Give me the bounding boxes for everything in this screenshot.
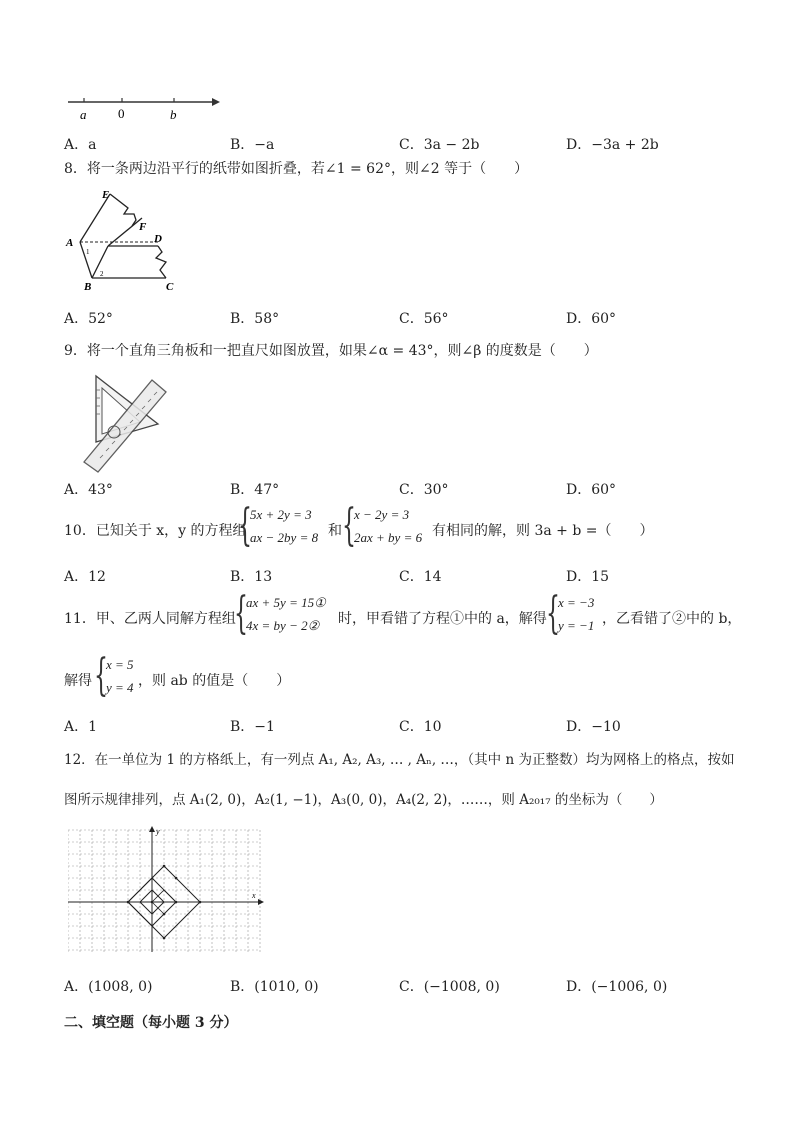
q12-grid-figure bbox=[68, 826, 264, 956]
q9-option-a: A．43° bbox=[64, 482, 113, 498]
q8-text: 8．将一条两边沿平行的纸带如图折叠，若∠1 = 62°，则∠2 等于（ ） bbox=[64, 161, 529, 177]
q8-option-b: B．58° bbox=[230, 311, 280, 327]
q12-line1: 12．在一单位为 1 的方格纸上，有一列点 A₁, A₂, A₃, … , Aₙ, …，（其中 n 为正整数）均为网格上的格点，按如 bbox=[64, 752, 735, 768]
q8-option-d: D．60° bbox=[566, 311, 617, 327]
q9-option-c: C．30° bbox=[399, 482, 449, 498]
q12-option-d: D．(−1006, 0) bbox=[566, 979, 668, 995]
q12-axis-x-label: x bbox=[252, 891, 256, 900]
q8-label-a: A bbox=[66, 237, 74, 249]
q12-option-c: C．(−1008, 0) bbox=[399, 979, 500, 995]
number-line-label-0: 0 bbox=[118, 106, 125, 121]
q11-brace-1: { bbox=[234, 588, 248, 639]
q10-sys1-eq1: 5x + 2y = 3 bbox=[250, 507, 312, 522]
q10-mid: 和 bbox=[328, 523, 342, 539]
q10-option-a: A．12 bbox=[64, 569, 106, 585]
q10-option-b: B．13 bbox=[230, 569, 273, 585]
section-2-title: 二、填空题（每小题 3 分） bbox=[64, 1015, 238, 1031]
q10-option-d: D．15 bbox=[566, 569, 610, 585]
q11-mid: 时，甲看错了方程①中的 a，解得 bbox=[338, 611, 547, 627]
q8-label-c: C bbox=[166, 281, 174, 293]
number-line-label-a: a bbox=[80, 107, 87, 122]
q12-option-a: A．(1008, 0) bbox=[64, 979, 153, 995]
q10-sys1-eq2: ax − 2by = 8 bbox=[250, 530, 319, 545]
q11-brace-3: { bbox=[94, 650, 108, 701]
q10-prefix: 10．已知关于 x，y 的方程组 bbox=[64, 523, 247, 539]
q11-sys2-eq2: y = −1 bbox=[558, 618, 595, 633]
number-line-label-b: b bbox=[170, 107, 177, 122]
q8-label-b: B bbox=[84, 281, 92, 293]
q9-triangle-ruler-figure bbox=[78, 370, 178, 474]
q9-option-d: D．60° bbox=[566, 482, 617, 498]
q7-option-d: D．−3a + 2b bbox=[566, 137, 659, 153]
q11-option-c: C．10 bbox=[399, 719, 442, 735]
q10-option-c: C．14 bbox=[399, 569, 442, 585]
q10-brace-1: { bbox=[238, 500, 252, 551]
q11-brace-2: { bbox=[546, 588, 560, 639]
q11-sys3-eq2: y = 4 bbox=[106, 680, 134, 695]
q10-brace-2: { bbox=[342, 500, 356, 551]
q12-line2: 图所示规律排列，点 A₁(2, 0)，A₂(1, −1)，A₃(0, 0)，A₄(2, 2)，……，则 A₂₀₁₇ 的坐标为（ ） bbox=[64, 792, 663, 808]
number-line-figure bbox=[62, 92, 222, 122]
q8-angle-1-label: 1 bbox=[86, 248, 90, 256]
q11-suffix: ，乙看错了②中的 b， bbox=[602, 611, 742, 627]
q11-sys1-eq1: ax + 5y = 15① bbox=[246, 595, 326, 610]
q8-option-c: C．56° bbox=[399, 311, 449, 327]
q11-sys2-eq1: x = −3 bbox=[558, 595, 595, 610]
q8-label-e: E bbox=[102, 189, 110, 201]
q10-sys2-eq1: x − 2y = 3 bbox=[354, 507, 410, 522]
q7-option-b: B．−a bbox=[230, 137, 275, 153]
q8-folded-strip-figure bbox=[62, 186, 192, 294]
q11-line2-prefix: 解得 bbox=[64, 673, 92, 689]
q12-option-b: B．(1010, 0) bbox=[230, 979, 319, 995]
q11-sys3-eq1: x = 5 bbox=[106, 657, 134, 672]
q7-option-a: A．a bbox=[64, 137, 97, 153]
q8-label-f: F bbox=[139, 221, 147, 233]
q8-angle-2-label: 2 bbox=[100, 270, 104, 278]
q11-option-a: A．1 bbox=[64, 719, 98, 735]
q11-sys1-eq2: 4x = by − 2② bbox=[246, 618, 320, 633]
q11-line2-suffix: ，则 ab 的值是（ ） bbox=[138, 673, 291, 689]
q7-option-c: C．3a − 2b bbox=[399, 137, 480, 153]
q10-suffix: 有相同的解，则 3a + b =（ ） bbox=[432, 523, 654, 539]
q11-option-b: B．−1 bbox=[230, 719, 275, 735]
q9-text: 9．将一个直角三角板和一把直尺如图放置，如果∠α = 43°，则∠β 的度数是（ ） bbox=[64, 343, 598, 359]
q12-axis-y-label: y bbox=[156, 827, 160, 836]
q10-sys2-eq2: 2ax + by = 6 bbox=[354, 530, 423, 545]
q8-option-a: A．52° bbox=[64, 311, 113, 327]
q9-option-b: B．47° bbox=[230, 482, 280, 498]
q11-prefix: 11．甲、乙两人同解方程组 bbox=[64, 611, 236, 627]
q11-option-d: D．−10 bbox=[566, 719, 621, 735]
q8-label-d: D bbox=[154, 233, 162, 245]
